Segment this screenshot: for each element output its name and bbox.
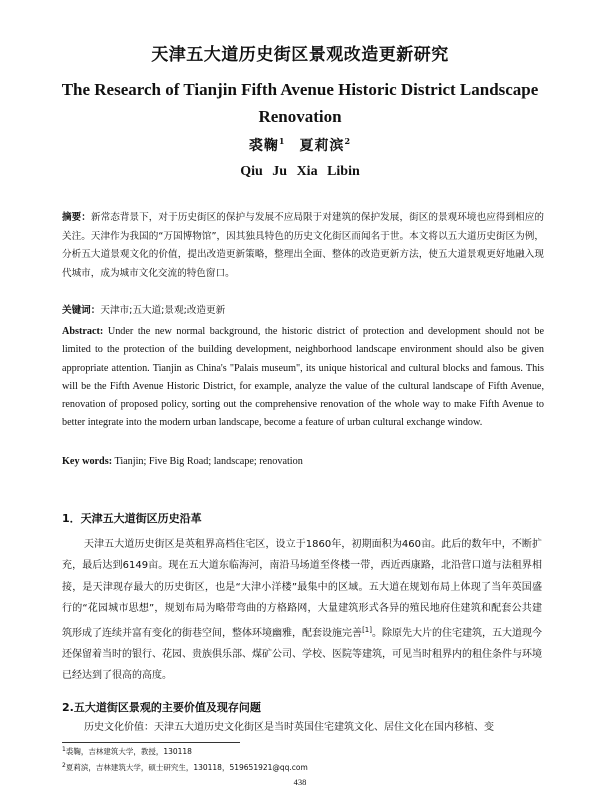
abstract-chinese: [62, 209, 544, 283]
section2-heading: 2.五大道街区景观的主要价值及现存问题: [62, 701, 261, 714]
section1-heading: 1．天津五大道街区历史沿革: [62, 512, 202, 525]
title-english: The Research of Tianjin Fifth Avenue Historic District Landscape Renovation: [61, 80, 539, 126]
author2-name: 夏莉滨: [299, 138, 345, 154]
keywords-chinese: [62, 302, 225, 316]
section1-paragraph: [62, 534, 542, 687]
section1-text-b: 。除原先大片的住宅建筑，五大道现今还保留着当时的银行、花园、贵族俱乐部、煤矿公司、学校、医院等建筑，可见当时租界内的租住条件与环境已经达到了很高的高度。: [62, 627, 543, 682]
keywords-en-label: Key words:: [62, 456, 113, 467]
section1-text-a: 天津五大道历史街区是英租界高档住宅区，设立于1860年，初期面积为460亩。此后的数年中，不断扩充，最后达到6149亩。现在五大道东临海河，南沿马场道至佟楼一带，西近西康路，北沿营口道与法租界相接，是天津现存最大的历史街区，也是“大津小洋楼”最集中的区域。五大道在规划布局上体现了当年英国盛行的“花园城市思想”，规划布局为略带弯曲的方格路网，大量建筑形式各异的殖民地府住建筑和配套公共建筑形成了连续并富有变化的街巷空间，整体环境幽雅，配套设施完善: [62, 539, 542, 639]
footnote-2: [62, 762, 308, 773]
section2-paragraph: 历史文化价值：天津五大道历史文化街区是当时英国住宅建筑文化、居住文化在国内移植、变: [84, 722, 494, 733]
abstract-english: [62, 323, 544, 433]
footnote-1-text: 裘鞠，吉林建筑大学，教授，130118: [65, 747, 192, 756]
abstract-cn-label: 摘要：: [62, 212, 91, 223]
author2-mark: 2: [344, 136, 352, 146]
page-number: 438: [293, 777, 307, 787]
keywords-en-text: Tianjin; Five Big Road; landscape; renovation: [112, 456, 303, 467]
footnote-2-text: 夏莉滨，吉林建筑大学，硕士研究生，130118，519651921@qq.com: [65, 763, 308, 772]
footnote-divider: [62, 742, 240, 743]
citation-mark: [1]: [362, 625, 372, 634]
keywords-english: [62, 456, 303, 467]
footnote-1: [62, 746, 192, 757]
keywords-cn-text: 天津市;五大道;景观;改造更新: [100, 305, 226, 316]
author1-name: 裘鞠: [248, 138, 279, 154]
abstract-en-text: Under the new normal background, the historic district of protection and development should not be limited to the protection of the building development, neighborhood landscape environment should also be given appropriate attention. Tianjin as China's "Palais museum", its unique historical and cultural blocks and famous. This will be the Fifth Avenue Historic District, for example, analyze the value of the cultural landscape of Fifth Avenue, renovation of proposed policy, sorting out the comprehensive renovation of the whole way to make Fifth Avenue to better integrate into the modern urban landscape, become a feature of urban cultural exchange window.: [62, 326, 544, 429]
footnote-2-mark: 2: [62, 762, 66, 769]
abstract-en-label: Abstract:: [62, 326, 104, 337]
authors-english: Qiu Ju Xia Libin: [240, 164, 360, 179]
footnote-1-mark: 1: [62, 746, 66, 753]
keywords-cn-label: 关键词：: [62, 305, 101, 316]
title-chinese: 天津五大道历史街区景观改造更新研究: [151, 45, 449, 65]
abstract-cn-text: 新常态背景下，对于历史街区的保护与发展不应局限于对建筑的保护发展，街区的景观环境也应得到相应的关注。天津作为我国的“万国博物馆”，因其独具特色的历史文化街区而闻名于世。本文将以五大道历史街区为例，分析五大道景观文化的价值，提出改造更新策略，整理出全面、整体的改造更新方法，使五大道景观更好地融入现代城市，成为城市文化交流的特色窗口。: [62, 212, 545, 279]
author1-mark: 1: [278, 136, 286, 146]
authors-chinese: [0, 135, 600, 155]
